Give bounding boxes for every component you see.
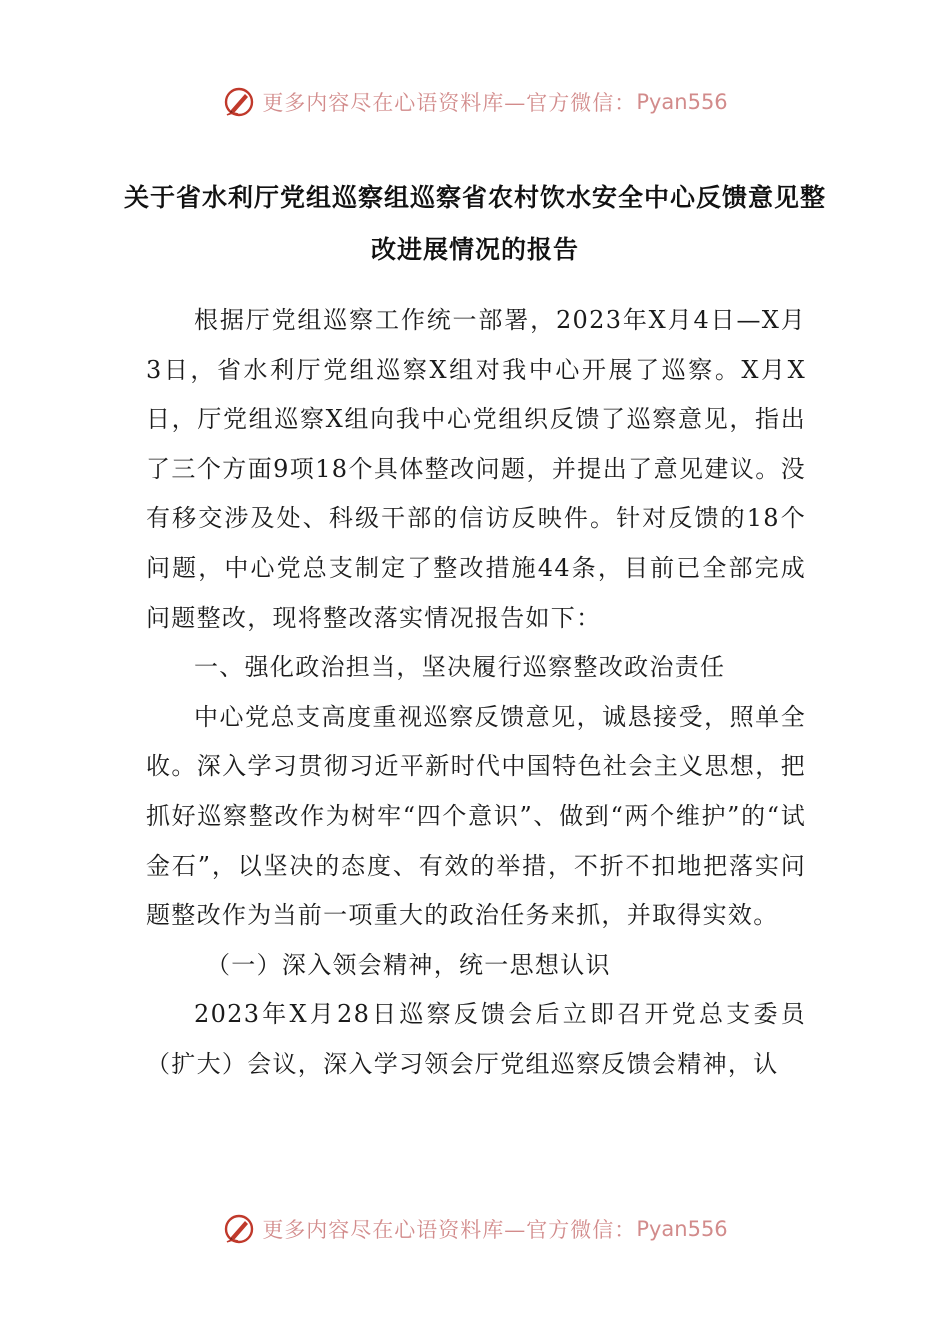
watermark-wechat-id: Pyan556	[636, 1217, 728, 1241]
document-title: 关于省水利厅党组巡察组巡察省农村饮水安全中心反馈意见整改进展情况的报告	[123, 183, 826, 264]
footer-watermark-banner	[0, 1207, 950, 1251]
watermark-text: 更多内容尽在心语资料库—官方微信：	[262, 1218, 637, 1242]
pen-logo-icon	[222, 1212, 256, 1246]
pen-logo-icon	[222, 85, 256, 119]
watermark-text: 更多内容尽在心语资料库—官方微信：	[262, 91, 637, 115]
intro-paragraph: 根据厅党组巡察工作统一部署，2023年X月4日—X月3日，省水利厅党组巡察X组对我中心开展了巡察。X月X日，厅党组巡察X组向我中心党组织反馈了巡察意见，指出了三个方面9项18个具体整改问题，并提出了意见建议。没有移交涉及处、科级干部的信访反映件。针对反馈的18个问题，中心党总支制定了整改措施44条，目前已全部完成问题整改，现将整改落实情况报告如下：	[146, 306, 806, 632]
document-body	[146, 296, 806, 1090]
header-watermark-banner	[0, 80, 950, 124]
section-1-paragraph: 中心党总支高度重视巡察反馈意见，诚恳接受，照单全收。深入学习贯彻习近平新时代中国特色社会主义思想，把抓好巡察整改作为树牢“四个意识”、做到“两个维护”的“试金石”，以坚决的态度、有效的举措，不折不扣地把落实问题整改作为当前一项重大的政治任务来抓，并取得实效。	[146, 702, 806, 930]
subsection-heading-1: （一）深入领会精神，统一思想认识	[206, 950, 611, 979]
subsection-1-paragraph: 2023年X月28日巡察反馈会后立即召开党总支委员（扩大）会议，深入学习领会厅党组巡察反馈会精神，认	[146, 1000, 806, 1078]
section-heading-1: 一、强化政治担当，坚决履行巡察整改政治责任	[194, 653, 726, 682]
watermark-wechat-id: Pyan556	[636, 90, 728, 114]
